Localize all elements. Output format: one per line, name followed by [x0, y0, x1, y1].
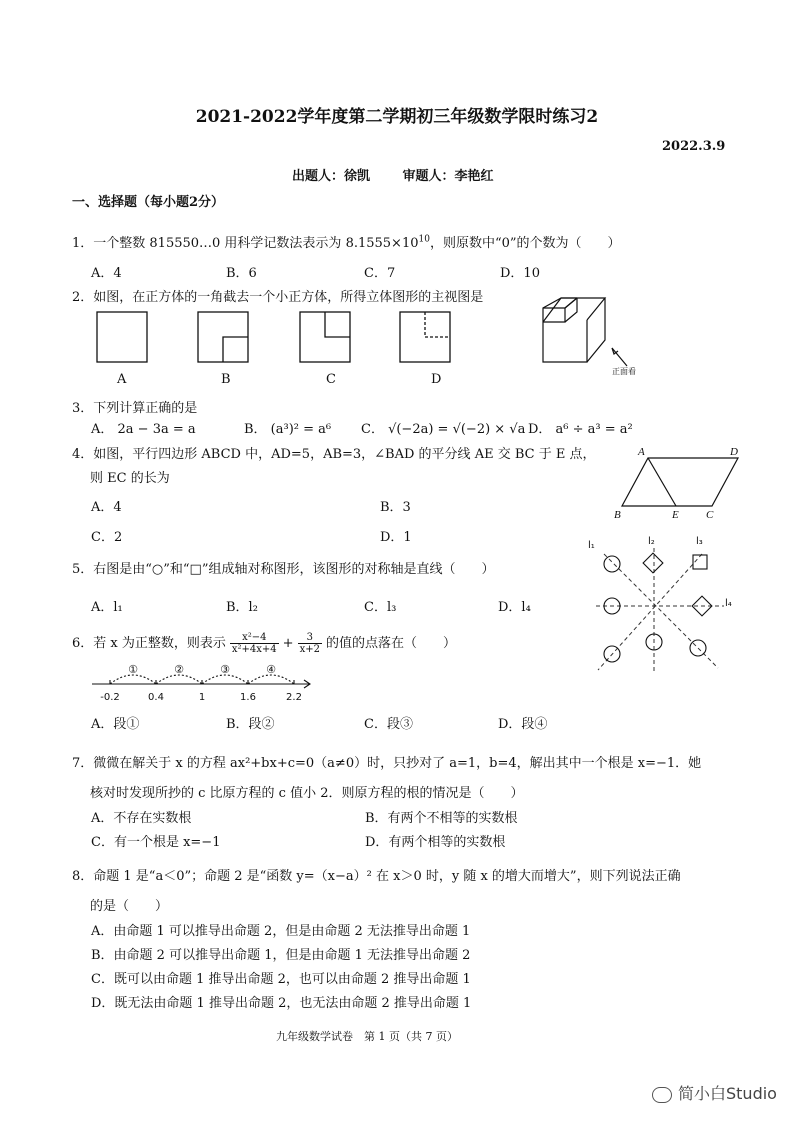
fig-label-e: E [672, 509, 679, 520]
q4-stem: 4．如图，平行四边形 ABCD 中，AD=5，AB=3，∠BAD 的平分线 AE 交 BC 于 E 点， [72, 447, 596, 462]
option-d-inner [425, 312, 450, 337]
q1-exponent: 10 [418, 234, 430, 245]
q3-option-a: A． 2a − 3a = a [91, 422, 196, 437]
q5-symmetry-figure [582, 532, 742, 692]
fig-label-d: D [730, 446, 738, 458]
tick-1-6: 1.6 [240, 692, 256, 703]
q2-label-a: A [117, 372, 127, 387]
segment-1: ① [128, 663, 138, 676]
q5-option-d: D．l₄ [498, 600, 531, 615]
q6-stem [72, 632, 456, 655]
q5-option-b: B．l₂ [226, 600, 258, 615]
q6-plus: + [282, 636, 294, 651]
q2-front-view-label: 正面看 [612, 367, 636, 376]
tick-2-2: 2.2 [286, 692, 302, 703]
q8-line-2: 的是（ ） [90, 899, 169, 914]
q6-fraction-2 [298, 632, 322, 655]
q7-option-b: B．有两个不相等的实数根 [365, 811, 518, 826]
page-footer: 九年级数学试卷 第 1 页（共 7 页） [276, 1030, 458, 1043]
fig-label-a: A [638, 446, 645, 458]
q7-option-d: D．有两个相等的实数根 [365, 835, 506, 850]
q4-option-b: B．3 [380, 500, 411, 515]
q6-number-line [88, 660, 318, 704]
fig-label-b: B [614, 509, 621, 520]
q5-stem: 5．右图是由“○”和“□”组成轴对称图形，该图形的对称轴是直线（ ） [72, 562, 495, 577]
q4-stem-2: 则 EC 的长为 [90, 471, 170, 486]
line-l2-label: l₂ [648, 536, 655, 547]
line-l4-label: l₄ [725, 598, 732, 609]
q7-line-1: 7．微微在解关于 x 的方程 ax²+bx+c=0（a≠0）时，只抄对了 a=1，b=4，解出其中一个根是 x=−1．她 [72, 756, 702, 771]
q2-label-b: B [221, 372, 231, 387]
authors-line [292, 165, 522, 184]
q4-option-c: C．2 [91, 530, 123, 545]
q1-option-b: B．6 [226, 266, 257, 281]
q6-frac2-num: 3 [298, 632, 322, 644]
q8-option-a: A．由命题 1 可以推导出命题 2，但是由命题 2 无法推导出命题 1 [91, 924, 471, 939]
q1-option-d: D．10 [500, 266, 540, 281]
q6-option-a: A．段① [91, 717, 140, 732]
q8-option-b: B．由命题 2 可以推导出命题 1，但是由命题 1 无法推导出命题 2 [91, 948, 471, 963]
q3-stem: 3．下列计算正确的是 [72, 401, 198, 416]
q2-label-d: D [431, 372, 442, 387]
q2-stem: 2．如图，在正方体的一角截去一个小正方体，所得立体图形的主视图是 [72, 290, 484, 305]
q7-option-a: A．不存在实数根 [91, 811, 192, 826]
q4-option-d: D．1 [380, 530, 412, 545]
q5-option-c: C．l₃ [364, 600, 397, 615]
segment-3: ③ [220, 663, 230, 676]
q8-line-1: 8．命题 1 是“a＜0”；命题 2 是“函数 y=（x−a）² 在 x＞0 时，y 随 x 的增大而增大”，则下列说法正确 [72, 869, 681, 884]
q2-view-options [90, 308, 470, 366]
q3-option-b: B． (a³)² = a⁶ [244, 422, 332, 437]
q8-option-d: D．既无法由命题 1 推导出命题 2，也无法由命题 2 推导出命题 1 [91, 996, 472, 1011]
q6-stem-post: 的值的点落在（ ） [325, 636, 456, 651]
section-heading: 一、选择题（每小题2分） [72, 195, 225, 210]
q7-option-c: C．有一个根是 x=−1 [91, 835, 221, 850]
line-l3-label: l₃ [696, 536, 703, 547]
q5-option-a: A．l₁ [91, 600, 123, 615]
question-1 [72, 232, 621, 251]
chat-bubble-icon [652, 1087, 672, 1103]
q6-option-b: B．段② [226, 717, 275, 732]
line-l1-label: l₁ [588, 540, 595, 551]
q6-option-c: C．段③ [364, 717, 413, 732]
option-a-square [97, 312, 147, 362]
option-c-inner [325, 312, 350, 337]
q4-option-a: A．4 [91, 500, 122, 515]
q6-stem-pre: 6．若 x 为正整数，则表示 [72, 636, 226, 651]
q6-fraction-1 [230, 632, 279, 655]
q1-stem: 1．一个整数 815550…0 用科学记数法表示为 8.1555×10 [72, 236, 419, 251]
q3-option-d: D． a⁶ ÷ a³ = a² [528, 422, 633, 437]
q6-frac1-den: x²+4x+4 [231, 644, 277, 655]
segment-2: ② [174, 663, 184, 676]
q6-frac2-den: x+2 [299, 644, 320, 655]
fig-label-c: C [706, 509, 714, 520]
tick-0-4: 0.4 [148, 692, 164, 703]
q3-option-c: C． √(−2a) = √(−2) × √a [361, 422, 526, 437]
q2-label-c: C [326, 372, 336, 387]
q1-option-c: C．7 [364, 266, 396, 281]
q2-cube-figure [535, 290, 655, 380]
q4-parallelogram-figure [612, 444, 752, 520]
q6-frac1-num: x²−4 [230, 632, 279, 644]
q1-tail: ，则原数中“0”的个数为（ ） [429, 236, 621, 251]
reviewer: 审题人：李艳红 [402, 169, 494, 184]
watermark [652, 1081, 777, 1104]
option-b-inner [223, 337, 248, 362]
q6-option-d: D．段④ [498, 717, 548, 732]
author: 出题人：徐凯 [292, 169, 371, 184]
q1-option-a: A．4 [91, 266, 122, 281]
tick-1: 1 [198, 692, 206, 703]
segment-4: ④ [266, 663, 276, 676]
page-title: 2021-2022学年度第二学期初三年级数学限时练习2 [195, 107, 599, 127]
tick-neg-0-2: -0.2 [100, 692, 120, 703]
exam-date: 2022.3.9 [662, 139, 726, 154]
watermark-text: 简小白Studio [678, 1084, 777, 1103]
q7-line-2: 核对时发现所抄的 c 比原方程的 c 值小 2．则原方程的根的情况是（ ） [90, 786, 524, 801]
q8-option-c: C．既可以由命题 1 推导出命题 2，也可以由命题 2 推导出命题 1 [91, 972, 471, 987]
